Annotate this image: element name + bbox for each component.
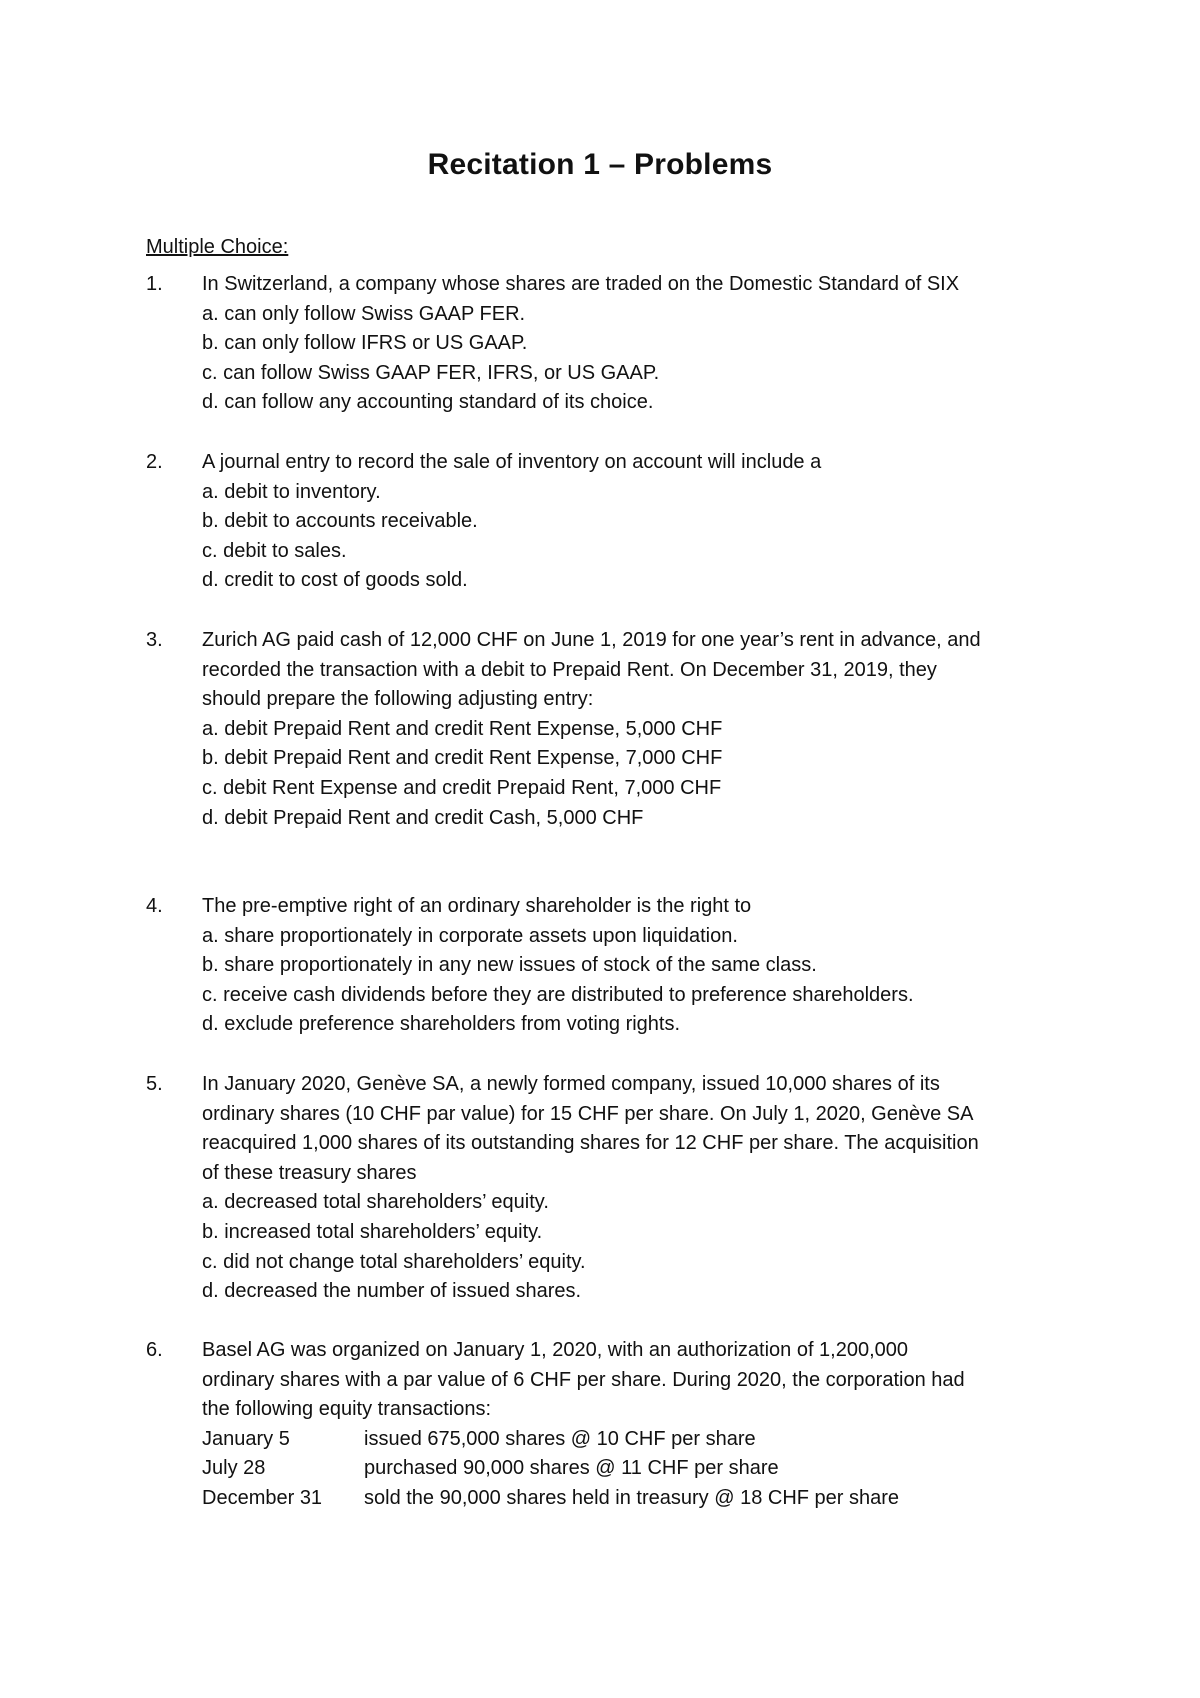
section-heading-multiple-choice: Multiple Choice: [146,236,289,258]
option-b: b. debit to accounts receivable. [202,510,478,533]
question-body [202,626,1066,833]
question-stem-line: The pre-emptive right of an ordinary shareholder is the right to [202,895,752,917]
option-d: d. debit Prepaid Rent and credit Cash, 5,000 CHF [202,806,644,829]
question-stem-line: Zurich AG paid cash of 12,000 CHF on June 1, 2019 for one year’s rent in advance, and [202,629,981,651]
question-number: 1. [146,273,163,295]
transaction-row [202,1454,1066,1484]
option-d: d. credit to cost of goods sold. [202,569,468,592]
question-stem-line: A journal entry to record the sale of inventory on account will include a [202,451,822,473]
question-number: 4. [146,895,163,917]
question-5 [146,1070,1066,1307]
option-a: a. share proportionately in corporate assets upon liquidation. [202,924,738,947]
question-3 [146,626,1066,833]
option-b: b. can only follow IFRS or US GAAP. [202,332,528,355]
option-a: a. can only follow Swiss GAAP FER. [202,302,526,325]
question-stem-line: ordinary shares (10 CHF par value) for 15 CHF per share. On July 1, 2020, Genève SA [202,1102,974,1125]
question-body [202,1336,1066,1514]
option-c: c. did not change total shareholders’ equity. [202,1250,586,1273]
option-c: c. receive cash dividends before they are distributed to preference shareholders. [202,983,914,1006]
transaction-date: July 28 [202,1457,266,1480]
question-body [202,892,1066,1040]
transaction-description: purchased 90,000 shares @ 11 CHF per share [364,1457,779,1480]
question-stem-line: the following equity transactions: [202,1398,492,1421]
question-number: 2. [146,451,163,473]
question-stem-line: Basel AG was organized on January 1, 2020, with an authorization of 1,200,000 [202,1339,909,1361]
question-stem-line: ordinary shares with a par value of 6 CHF per share. During 2020, the corporation had [202,1368,965,1391]
option-a: a. decreased total shareholders’ equity. [202,1191,549,1214]
option-d: d. can follow any accounting standard of its choice. [202,391,654,414]
option-d: d. exclude preference shareholders from voting rights. [202,1013,681,1036]
question-stem-line: In January 2020, Genève SA, a newly formed company, issued 10,000 shares of its [202,1073,940,1095]
option-b: b. debit Prepaid Rent and credit Rent Expense, 7,000 CHF [202,747,723,770]
option-a: a. debit Prepaid Rent and credit Rent Expense, 5,000 CHF [202,717,723,740]
option-b: b. increased total shareholders’ equity. [202,1220,543,1243]
question-body [202,448,1066,596]
question-stem-line: of these treasury shares [202,1161,417,1184]
question-stem-line: should prepare the following adjusting entry: [202,688,594,711]
transaction-description: sold the 90,000 shares held in treasury @ 18 CHF per share [364,1486,900,1509]
question-4 [146,892,1066,1040]
question-stem-line: In Switzerland, a company whose shares are traded on the Domestic Standard of SIX [202,273,960,295]
option-a: a. debit to inventory. [202,480,381,503]
question-stem-line: reacquired 1,000 shares of its outstanding shares for 12 CHF per share. The acquisition [202,1132,979,1155]
option-c: c. can follow Swiss GAAP FER, IFRS, or US GAAP. [202,361,660,384]
question-2 [146,448,1066,596]
question-body [202,1070,1066,1307]
option-c: c. debit Rent Expense and credit Prepaid Rent, 7,000 CHF [202,776,722,799]
transaction-row [202,1425,1066,1455]
option-d: d. decreased the number of issued shares. [202,1280,582,1303]
question-number: 3. [146,629,163,651]
transaction-description: issued 675,000 shares @ 10 CHF per share [364,1427,756,1450]
question-1 [146,270,1066,418]
question-6 [146,1336,1066,1514]
question-stem-line: recorded the transaction with a debit to Prepaid Rent. On December 31, 2019, they [202,658,937,681]
option-c: c. debit to sales. [202,539,347,562]
transaction-date: December 31 [202,1486,323,1509]
question-body [202,270,1066,418]
page-title: Recitation 1 – Problems [427,148,773,181]
transaction-row [202,1484,1066,1514]
option-b: b. share proportionately in any new issues of stock of the same class. [202,954,817,977]
question-number: 6. [146,1339,163,1361]
transaction-date: January 5 [202,1427,290,1450]
question-number: 5. [146,1073,163,1095]
